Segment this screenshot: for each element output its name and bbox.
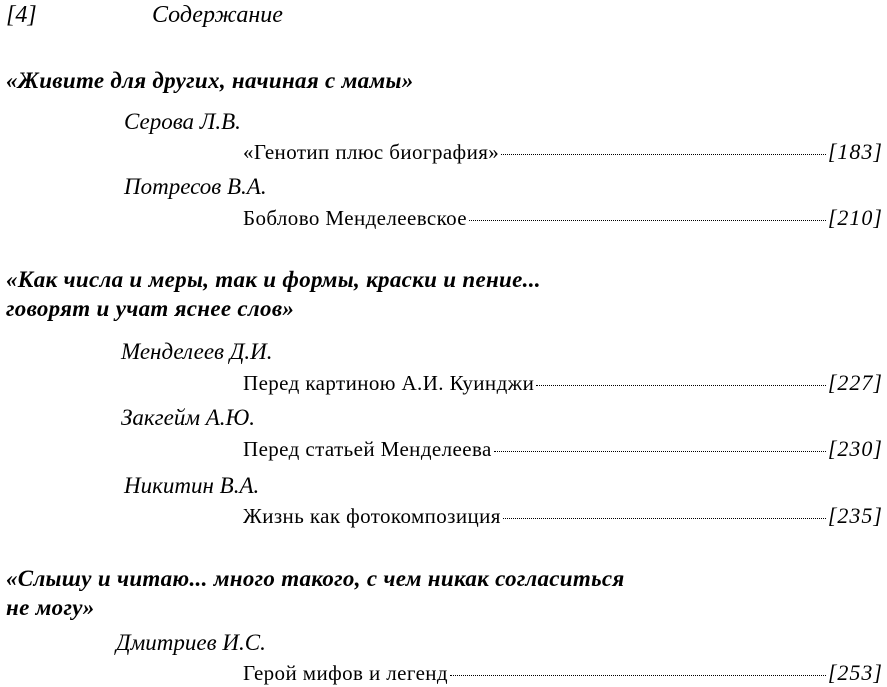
toc-entry[interactable] <box>243 660 883 686</box>
section-title-1 <box>6 66 414 95</box>
entry-page-number: [227] <box>827 370 883 395</box>
entry-page-number: [230] <box>827 436 883 461</box>
entry-title: «Генотип плюс биография» <box>243 140 500 164</box>
entry-page-number: [235] <box>827 503 883 528</box>
entry-title: Перед статьей Менделеева <box>243 437 492 461</box>
toc-entry[interactable] <box>243 503 883 529</box>
dot-leader <box>494 451 826 452</box>
toc-entry[interactable] <box>243 139 883 165</box>
entry-page-number: [210] <box>827 205 883 230</box>
section-title-line: «Живите для других, начиная с мамы» <box>6 68 414 93</box>
author-name: Закгейм А.Ю. <box>121 405 256 430</box>
section-title-line: говорят и учат яснее слов» <box>6 296 295 321</box>
page-title: Содержание <box>152 2 283 28</box>
dot-leader <box>536 385 826 386</box>
toc-entry[interactable] <box>243 436 883 462</box>
author-name: Потресов В.А. <box>124 174 267 199</box>
author-name: Дмитриев И.С. <box>116 630 266 655</box>
toc-entry[interactable] <box>243 205 883 231</box>
section-title-line: не могу» <box>6 595 95 620</box>
dot-leader <box>450 675 826 676</box>
section-title-3 <box>6 564 625 622</box>
entry-title: Жизнь как фотокомпозиция <box>243 504 501 528</box>
section-title-2 <box>6 265 541 323</box>
author-name: Менделеев Д.И. <box>121 339 273 364</box>
section-title-line: «Как числа и меры, так и формы, краски и пение... <box>6 267 541 292</box>
dot-leader <box>501 154 826 155</box>
section-title-line: «Слышу и читаю... много такого, с чем никак согласиться <box>6 566 625 591</box>
page-number: [4] <box>6 2 37 28</box>
dot-leader <box>503 518 826 519</box>
entry-page-number: [253] <box>827 660 883 685</box>
author-name: Серова Л.В. <box>124 109 241 134</box>
dot-leader <box>469 220 826 221</box>
entry-title: Герой мифов и легенд <box>243 661 449 685</box>
page-header <box>6 2 283 29</box>
entry-title: Перед картиною А.И. Куинджи <box>243 371 535 395</box>
author-name: Никитин В.А. <box>124 473 260 498</box>
entry-title: Боблово Менделеевское <box>243 206 468 230</box>
toc-entry[interactable] <box>243 370 883 396</box>
entry-page-number: [183] <box>827 139 883 164</box>
